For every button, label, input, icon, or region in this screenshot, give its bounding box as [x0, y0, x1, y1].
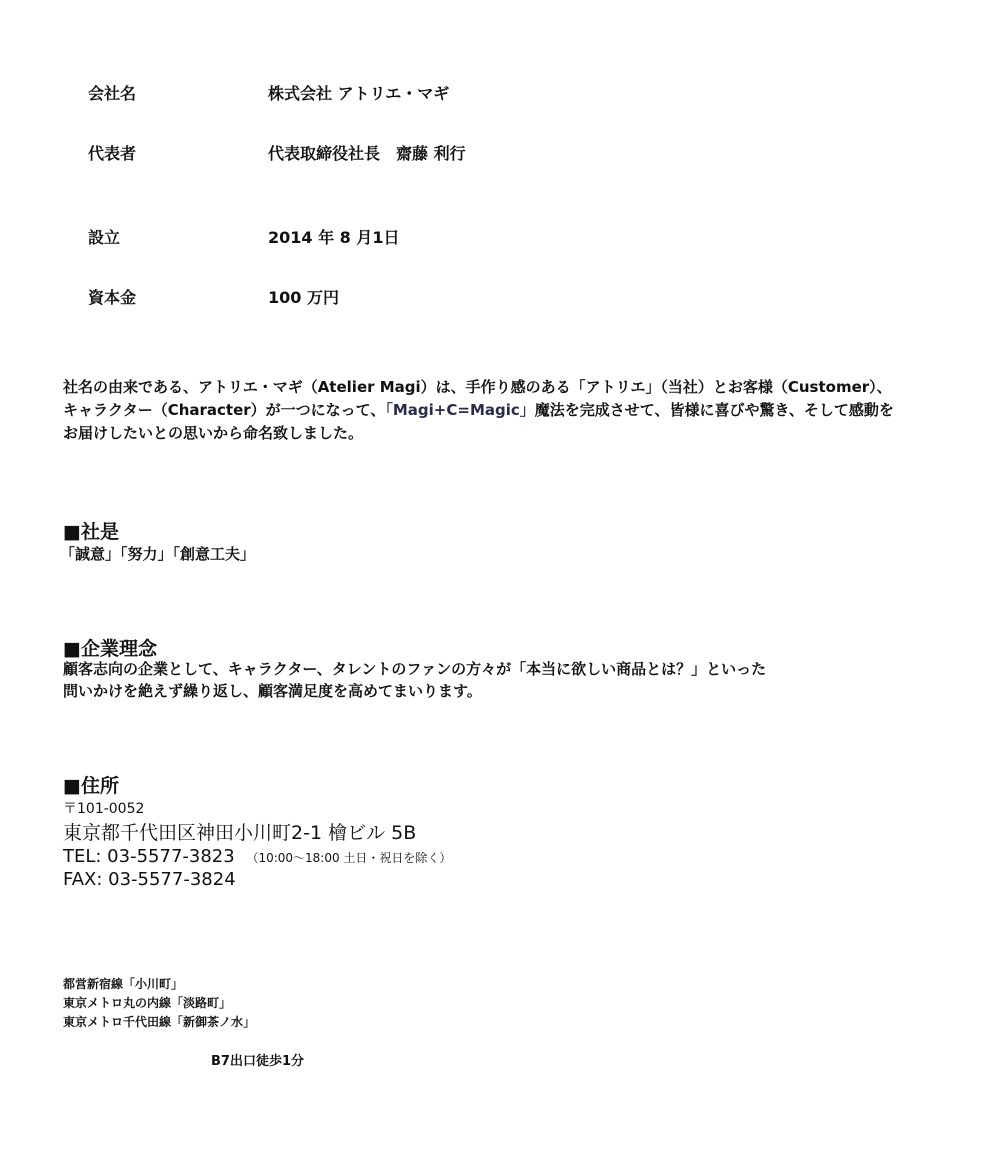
- street-address: 東京都千代田区神田小川町2-1 檜ビル 5B: [63, 822, 417, 844]
- business-hours: （10:00～18:00 土日・祝日を除く）: [246, 851, 452, 865]
- founded-value: 2014 年 8 月1日: [268, 228, 400, 247]
- access-info: [63, 975, 255, 1032]
- intro-line-2-pre: キャラクター（Character）が一つになって、: [63, 401, 386, 419]
- representative-label: 代表者: [88, 144, 137, 163]
- fax-number: FAX: 03-5577-3824: [63, 869, 236, 890]
- intro-line-2: [63, 399, 894, 422]
- motto-heading: ■社是: [63, 521, 119, 543]
- motto-text: 「誠意」「努力」「創意工夫」: [60, 545, 256, 563]
- exit-walk-time: B7出口徒歩1分: [211, 1054, 304, 1069]
- representative-value: 代表取締役社長 齋藤 利行: [268, 144, 466, 163]
- magic-formula: 「Magi+C=Magic」: [385, 401, 535, 419]
- postal-code: 〒101-0052: [63, 801, 145, 817]
- intro-line-3: お届けしたいとの思いから命名致しました。: [63, 424, 364, 442]
- philosophy-text: [63, 658, 766, 702]
- capital-value: 100 万円: [268, 288, 339, 307]
- founded-label: 設立: [88, 228, 121, 247]
- philosophy-heading: ■企業理念: [63, 638, 157, 660]
- access-line-2: 東京メトロ丸の内線「淡路町」: [63, 996, 232, 1010]
- telephone-number: TEL: 03-5577-3823: [63, 846, 235, 867]
- company-name-label: 会社名: [88, 84, 137, 103]
- philosophy-line-2: 問いかけを絶えず繰り返し、顧客満足度を高めてまいります。: [63, 682, 482, 700]
- capital-label: 資本金: [88, 288, 137, 307]
- access-line-1: 都営新宿線「小川町」: [63, 977, 184, 991]
- philosophy-line-1: 顧客志向の企業として、キャラクター、タレントのファンの方々が「本当に欲しい商品とは？」といった: [63, 660, 767, 678]
- intro-line-2-post: 魔法を完成させて、皆様に喜びや驚き、そして感動を: [534, 401, 894, 419]
- intro-line-1: 社名の由来である、アトリエ・マギ（Atelier Magi）は、手作り感のある「アトリエ」（当社）とお客様（Customer）、: [63, 378, 892, 396]
- access-line-3: 東京メトロ千代田線「新御茶ノ水」: [63, 1015, 256, 1029]
- address-heading: ■住所: [63, 775, 119, 797]
- telephone-line: [63, 846, 451, 867]
- company-name-value: 株式会社 アトリエ・マギ: [268, 84, 450, 103]
- company-name-origin: [63, 376, 894, 445]
